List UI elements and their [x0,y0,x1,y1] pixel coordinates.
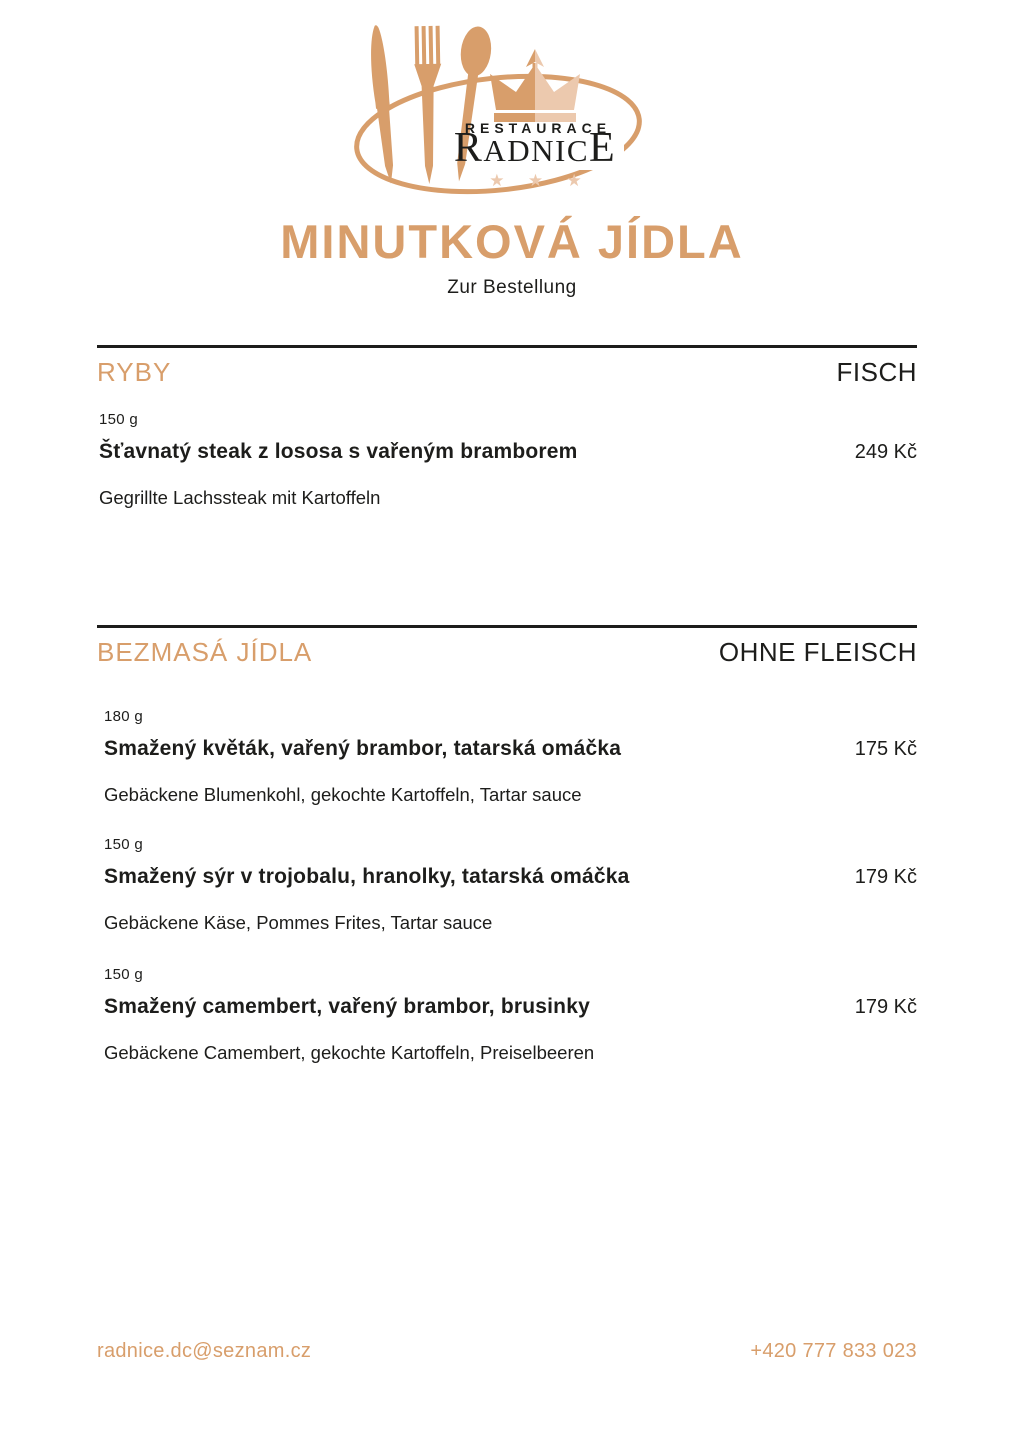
menu-item-cheese [104,835,917,935]
logo-restaurace-label: RESTAURACE [464,120,612,136]
item-description: Gegrillte Lachssteak mit Kartoffeln [99,487,381,508]
footer-phone: +420 777 833 023 [750,1340,917,1362]
section-title-de: FISCH [836,357,917,387]
item-weight: 150 g [104,836,144,853]
section-header-ryby [97,345,917,388]
page-subtitle: Zur Bestellung [447,277,577,298]
restaurant-logo [352,24,672,216]
footer-email: radnice.dc@seznam.cz [97,1340,312,1362]
logo-stars-icon: ★ ★ ★ [489,171,591,191]
item-description: Gebäckene Käse, Pommes Frites, Tartar sauce [104,912,493,933]
menu-item-salmon [99,410,917,510]
section-title-cz: RYBY [97,357,172,387]
section-header-bezmasa [97,625,917,668]
item-weight: 180 g [104,708,144,725]
section-title-cz: BEZMASÁ JÍDLA [97,637,313,667]
item-name: Šťavnatý steak z lososa s vařeným bramborem [99,440,578,463]
fork-icon [414,26,444,184]
item-weight: 150 g [99,411,139,428]
item-price: 179 Kč [854,996,917,1018]
logo-graphic [352,24,672,216]
item-name: Smažený camembert, vařený brambor, brusinky [104,995,590,1018]
menu-item-camembert [104,965,917,1065]
item-price: 249 Kč [854,441,917,463]
item-weight: 150 g [104,966,144,983]
section-title-de: OHNE FLEISCH [718,637,917,667]
item-price: 179 Kč [854,866,917,888]
item-description: Gebäckene Blumenkohl, gekochte Kartoffeln, Tartar sauce [104,784,582,805]
logo-restaurant-name: RADNICE [453,125,617,171]
item-name: Smažený květák, vařený brambor, tatarská omáčka [104,737,622,760]
footer [97,1340,917,1363]
crown-icon [490,49,580,122]
menu-item-cauliflower [104,707,917,807]
item-price: 175 Kč [854,738,917,760]
item-name: Smažený sýr v trojobalu, hranolky, tatarská omáčka [104,865,630,888]
item-description: Gebäckene Camembert, gekochte Kartoffeln, Preiselbeeren [104,1042,595,1063]
page-title: MINUTKOVÁ JÍDLA [280,215,744,268]
